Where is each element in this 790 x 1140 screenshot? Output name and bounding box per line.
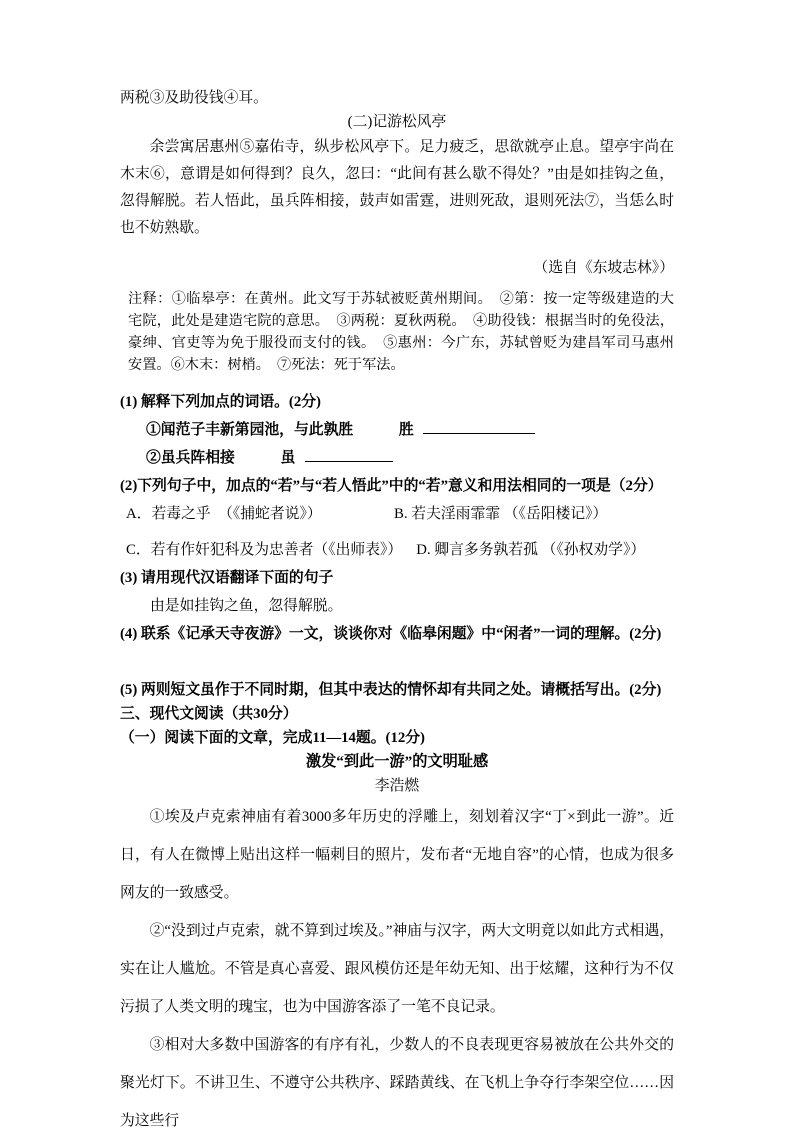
question-2-option-d: D. 卿言多务孰若孤 （《孙权劝学》） xyxy=(416,542,646,558)
question-2-stem: (2)下列句子中，加点的“若”与“若人悟此”中的“若”意义和用法相同的一项是（2分） xyxy=(120,478,663,494)
q1-item2-word: 虽 xyxy=(280,450,296,466)
essay-paragraph-3: ③相对大多数中国游客的有序有礼，少数人的不良表现更容易被放在公共外交的聚光灯下。不讲卫生、不遵守公共秩序、踩踏黄线、在飞机上争夺行李架空位……因为这些行 xyxy=(120,1037,674,1129)
essay-paragraph-2: ②“没到过卢克索，就不算到过埃及。”神庙与汉字，两大文明竟以如此方式相遇，实在让人尴尬。不管是真心喜爱、跟风模仿还是年幼无知、出于炫耀，这种行为不仅污损了人类文明的瑰宝，也为中国游客添了一笔不良记录。 xyxy=(120,923,674,1015)
carryover-line: 两税③及助役钱④耳。 xyxy=(120,90,268,106)
essay-title: 激发“到此一游”的文明耻感 xyxy=(305,753,489,770)
question-2-option-b: B. 若夫淫雨霏霏 （《岳阳楼记》） xyxy=(394,506,608,522)
question-2-option-a: A．若毒之乎 （《捕蛇者说》） xyxy=(126,506,322,522)
passage2-body: 余尝寓居惠州⑤嘉佑寺，纵步松风亭下。足力疲乏，思欲就亭止息。望亭宇尚在木末⑥，意谓是如何得到？良久，忽曰：“此间有甚么歇不得处？”由是如挂钩之鱼，忽得解脱。若人悟此，虽兵阵相接，鼓声如雷霆，进则死敌，退则死法⑦，当恁么时也不妨熟歇。 xyxy=(120,139,674,236)
passage2-title: (二)记游松风亭 xyxy=(347,114,447,130)
q1-item1-text: ①闻范子丰新第园池，与此孰胜 xyxy=(146,422,354,438)
question-1-item-2 xyxy=(120,446,674,470)
essay-author: 李浩燃 xyxy=(374,778,420,794)
question-1-item-1 xyxy=(120,418,674,442)
q1-item1-answer-blank xyxy=(423,420,535,434)
question-3-stem: (3) 请用现代汉语翻译下面的句子 xyxy=(120,570,334,586)
question-3-sentence: 由是如挂钩之鱼，忽得解脱。 xyxy=(150,598,343,614)
essay-paragraph-1: ①埃及卢克索神庙有着3000多年历史的浮雕上，刻划着汉字“丁×到此一游”。近日，有人在微博上贴出这样一幅刺目的照片，发布者“无地自容”的心情，也成为很多网友的一致感受。 xyxy=(120,809,674,901)
question-5-stem: (5) 两则短文虽作于不同时期，但其中表达的情怀却有共同之处。请概括写出。(2分) xyxy=(120,682,662,698)
question-2-options-row-2 xyxy=(120,538,674,562)
q1-item2-text: ②虽兵阵相接 xyxy=(146,450,235,466)
section-3-subtitle: （一）阅读下面的文章，完成11—14题。(12分) xyxy=(120,730,425,746)
passage2-source: （选自《东坡志林》） xyxy=(533,260,674,276)
question-2-option-c: C．若有作奸犯科及为忠善者（《出师表》） xyxy=(126,542,403,558)
q1-item2-answer-blank xyxy=(305,448,393,462)
q1-item1-word: 胜 xyxy=(398,422,414,438)
question-1-stem: (1) 解释下列加点的词语。(2分) xyxy=(120,394,321,410)
question-2-options-row-1 xyxy=(120,502,674,526)
question-4-stem: (4) 联系《记承天寺夜游》一文，谈谈你对《临皋闲题》中“闲者”一词的理解。(2分) xyxy=(120,626,662,642)
section-3-title: 三、现代文阅读（共30分） xyxy=(120,706,298,722)
passage2-notes: 注释：①临皋亭：在黄州。此文写于苏轼被贬黄州期间。 ②第：按一定等级建造的大宅院，此处是建造宅院的意思。 ③两税：夏秋两税。 ④助役钱：根据当时的免役法，豪绅、官吏等为免于服役而支付的钱。 ⑤惠州：今广东，苏轼曾贬为建昌军司马惠州安置。⑥木末：树梢。 ⑦死法：死于军法。 xyxy=(128,291,674,373)
